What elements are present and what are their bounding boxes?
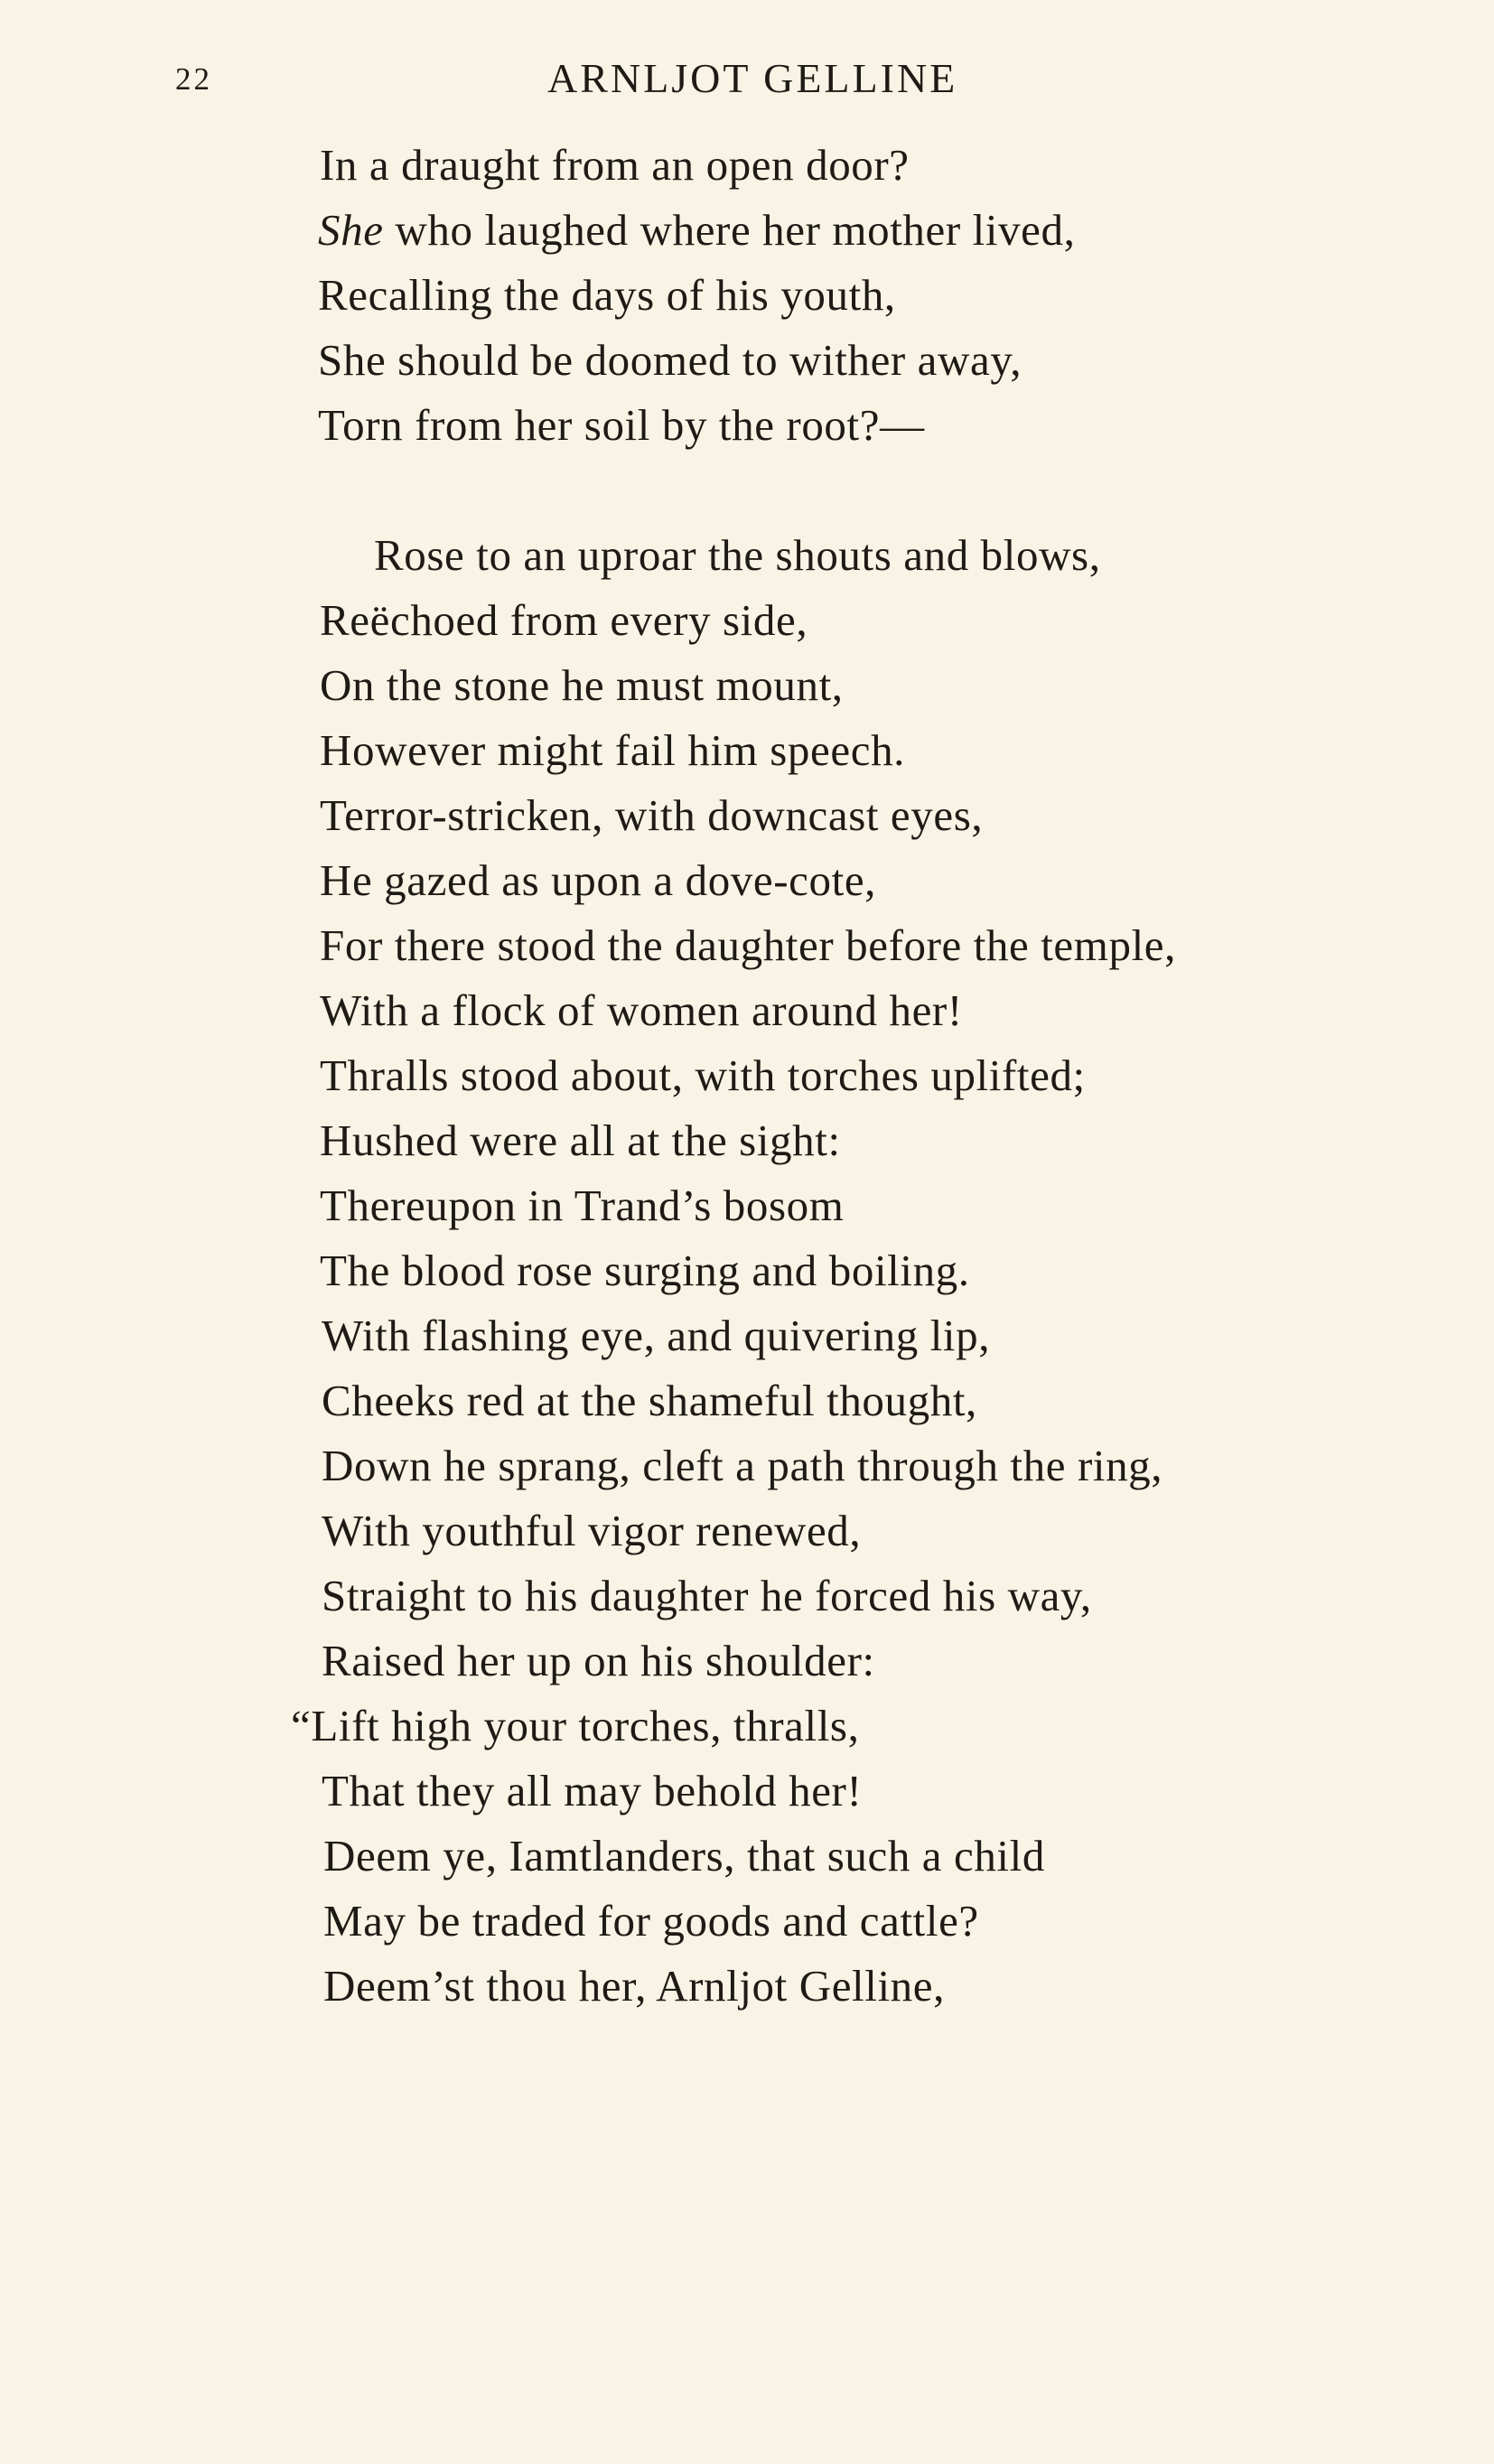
poem-line: Down he sprang, cleft a path through the ring, [322, 1441, 1163, 1490]
poem-line: Terror-stricken, with downcast eyes, [320, 790, 984, 840]
poem-line: The blood rose surging and boiling. [320, 1246, 970, 1295]
poem-line [318, 205, 1076, 255]
poem-line: Cheeks red at the shameful thought, [322, 1376, 977, 1425]
poem-line: That they all may behold her! [322, 1766, 863, 1815]
poem-line: Reëchoed from every side, [320, 595, 808, 645]
poem-line: For there stood the daughter before the temple, [320, 920, 1177, 970]
poem-line: With a flock of women around her! [320, 985, 963, 1035]
poem-line: Straight to his daughter he forced his way, [322, 1571, 1092, 1620]
poem-line: In a draught from an open door? [320, 140, 910, 190]
poem-line: Deem’st thou her, Arnljot Gelline, [323, 1961, 945, 2011]
poem-line: With flashing eye, and quivering lip, [322, 1311, 991, 1360]
poem-line: Recalling the days of his youth, [318, 270, 896, 320]
poem-line: Raised her up on his shoulder: [322, 1636, 875, 1685]
poem-line: May be traded for goods and cattle? [323, 1896, 979, 1946]
poem-line: Rose to an uproar the shouts and blows, [374, 530, 1101, 580]
running-title: ARNLJOT GELLINE [547, 55, 958, 101]
page-number: 22 [175, 61, 212, 97]
poem-line: She should be doomed to wither away, [318, 335, 1022, 385]
italic-word: She [318, 205, 384, 255]
line-text: who laughed where her mother lived, [383, 205, 1076, 255]
poem-line: Deem ye, Iamtlanders, that such a child [323, 1831, 1045, 1881]
poem-line: With youthful vigor renewed, [322, 1506, 862, 1555]
poem-line: Hushed were all at the sight: [320, 1115, 841, 1165]
poem-line: However might fail him speech. [320, 725, 906, 775]
poem-line: On the stone he must mount, [320, 660, 844, 710]
poem-line: He gazed as upon a dove-cote, [320, 855, 877, 905]
poem-line: “Lift high your torches, thralls, [291, 1701, 860, 1750]
poem-line: Thralls stood about, with torches uplifted; [320, 1050, 1086, 1100]
poem-line: Thereupon in Trand’s bosom [320, 1181, 845, 1230]
poem-line: Torn from her soil by the root?— [318, 400, 925, 450]
